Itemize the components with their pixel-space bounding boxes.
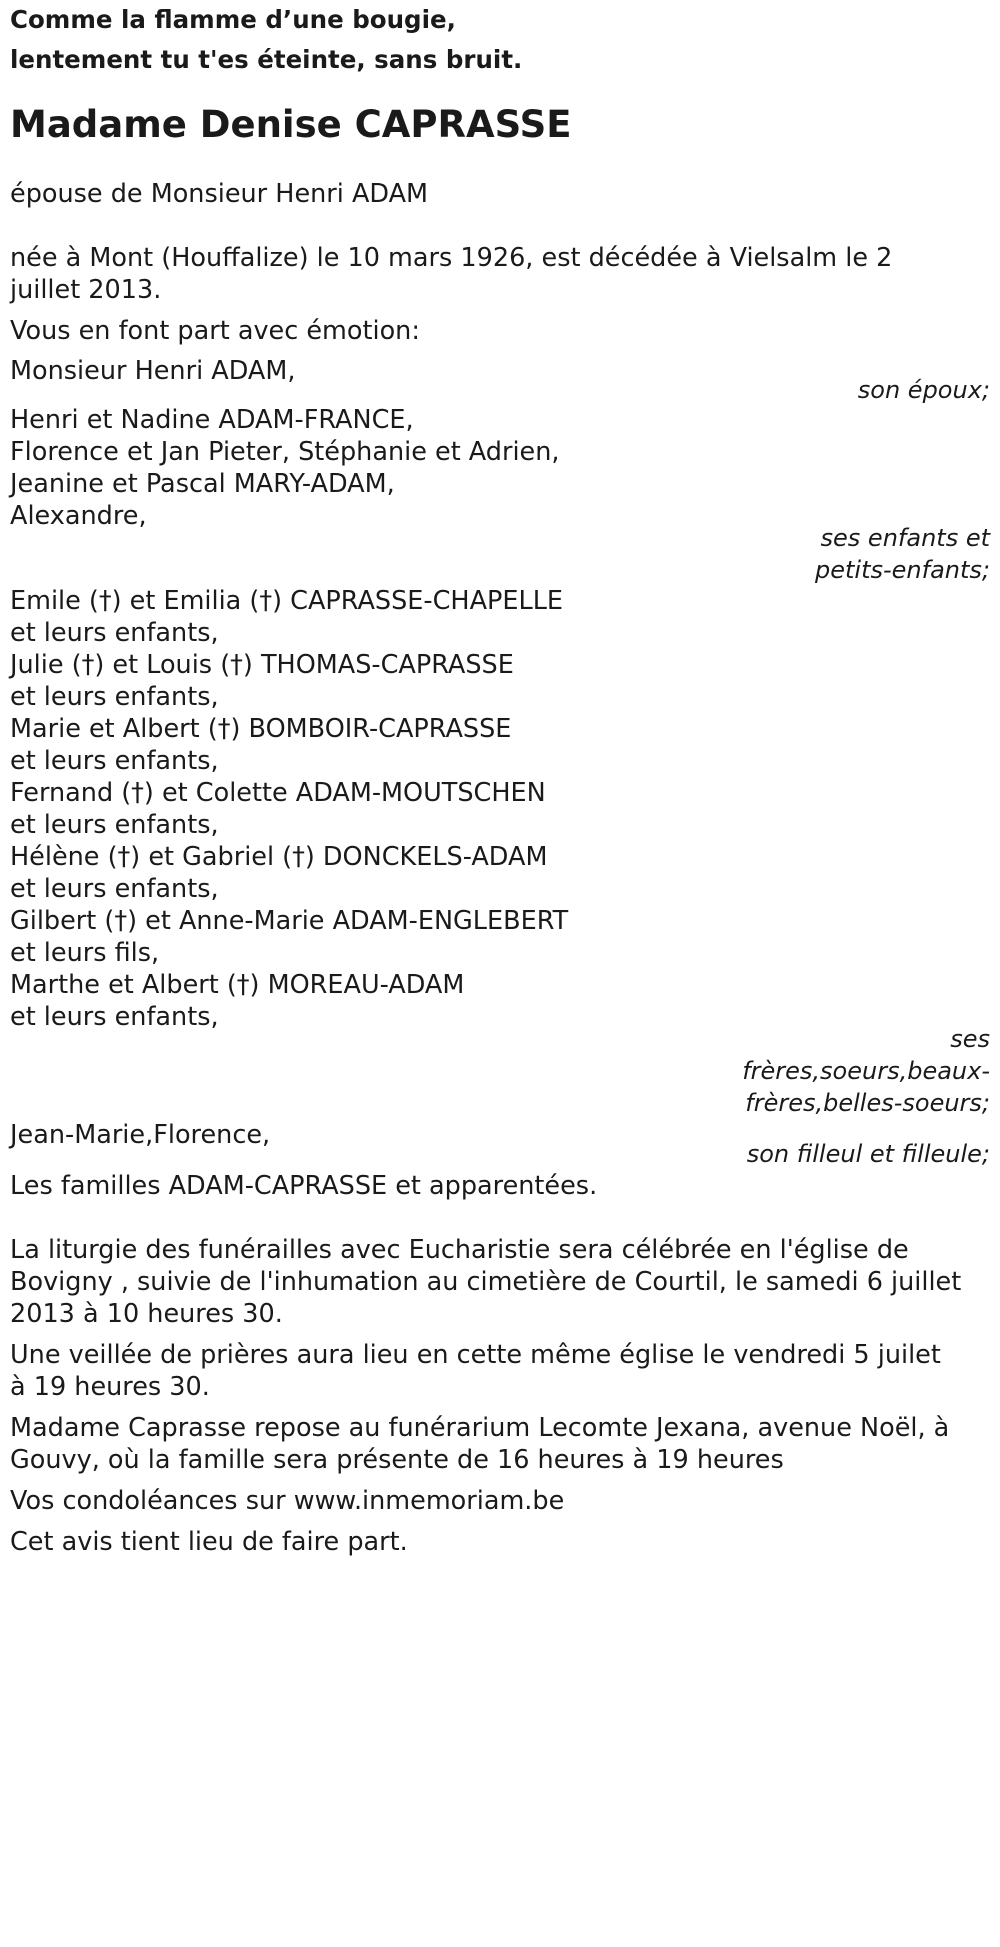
relation-label: frères,soeurs,beaux- — [742, 1057, 990, 1085]
relation-label: ses enfants et — [820, 524, 990, 552]
family-name-line: Alexandre, — [10, 501, 147, 531]
deceased-name-title: Madame Denise CAPRASSE — [10, 103, 572, 146]
liturgy-line-2: Bovigny , suivie de l'inhumation au cimetière de Courtil, le samedi 6 juillet — [10, 1267, 962, 1297]
family-name-line: Jeanine et Pascal MARY-ADAM, — [10, 469, 395, 499]
relation-label: petits-enfants; — [815, 556, 990, 584]
family-name-line: Marie et Albert (†) BOMBOIR-CAPRASSE — [10, 714, 512, 744]
family-name-line: et leurs enfants, — [10, 618, 219, 648]
family-name-line: et leurs enfants, — [10, 746, 219, 776]
family-name-line: Hélène (†) et Gabriel (†) DONCKELS-ADAM — [10, 842, 548, 872]
opening-quote-line-1: Comme la flamme d’une bougie, — [10, 5, 456, 34]
family-name-line: Monsieur Henri ADAM, — [10, 356, 296, 386]
family-name-line: Florence et Jan Pieter, Stéphanie et Adrien, — [10, 437, 560, 467]
family-name-line: Henri et Nadine ADAM-FRANCE, — [10, 405, 414, 435]
relation-label: ses — [950, 1025, 990, 1053]
funeral-home-line-2: Gouvy, où la famille sera présente de 16 heures à 19 heures — [10, 1445, 784, 1475]
family-name-line: Gilbert (†) et Anne-Marie ADAM-ENGLEBERT — [10, 906, 569, 936]
spouse-line: épouse de Monsieur Henri ADAM — [10, 179, 429, 209]
family-name-line: et leurs enfants, — [10, 682, 219, 712]
family-name-line: et leurs enfants, — [10, 810, 219, 840]
liturgy-line-1: La liturgie des funérailles avec Eucharistie sera célébrée en l'église de — [10, 1235, 909, 1265]
relation-label: frères,belles-soeurs; — [745, 1089, 990, 1117]
family-name-line: Fernand (†) et Colette ADAM-MOUTSCHEN — [10, 778, 546, 808]
condolences-line: Vos condoléances sur www.inmemoriam.be — [10, 1486, 565, 1516]
birth-death-line-2: juillet 2013. — [10, 275, 162, 305]
families-line: Les familles ADAM-CAPRASSE et apparentées. — [10, 1171, 598, 1201]
funeral-home-line-1: Madame Caprasse repose au funérarium Lecomte Jexana, avenue Noël, à — [10, 1413, 950, 1443]
opening-quote-line-2: lentement tu t'es éteinte, sans bruit. — [10, 45, 523, 74]
family-name-line: et leurs fils, — [10, 938, 160, 968]
relation-label: son époux; — [857, 376, 990, 404]
vigil-line-1: Une veillée de prières aura lieu en cette même église le vendredi 5 juilet — [10, 1340, 941, 1370]
family-name-line: Julie (†) et Louis (†) THOMAS-CAPRASSE — [10, 650, 514, 680]
family-name-line: Marthe et Albert (†) MOREAU-ADAM — [10, 970, 465, 1000]
announcement-intro: Vous en font part avec émotion: — [10, 316, 420, 346]
vigil-line-2: à 19 heures 30. — [10, 1372, 210, 1402]
family-name-line: et leurs enfants, — [10, 874, 219, 904]
family-name-line: Emile (†) et Emilia (†) CAPRASSE-CHAPELLE — [10, 586, 564, 616]
birth-death-line-1: née à Mont (Houffalize) le 10 mars 1926, est décédée à Vielsalm le 2 — [10, 243, 893, 273]
closing-line: Cet avis tient lieu de faire part. — [10, 1527, 408, 1557]
family-name-line: Jean-Marie,Florence, — [10, 1120, 271, 1150]
relation-label: son filleul et filleule; — [746, 1140, 990, 1168]
liturgy-line-3: 2013 à 10 heures 30. — [10, 1299, 283, 1329]
family-name-line: et leurs enfants, — [10, 1002, 219, 1032]
